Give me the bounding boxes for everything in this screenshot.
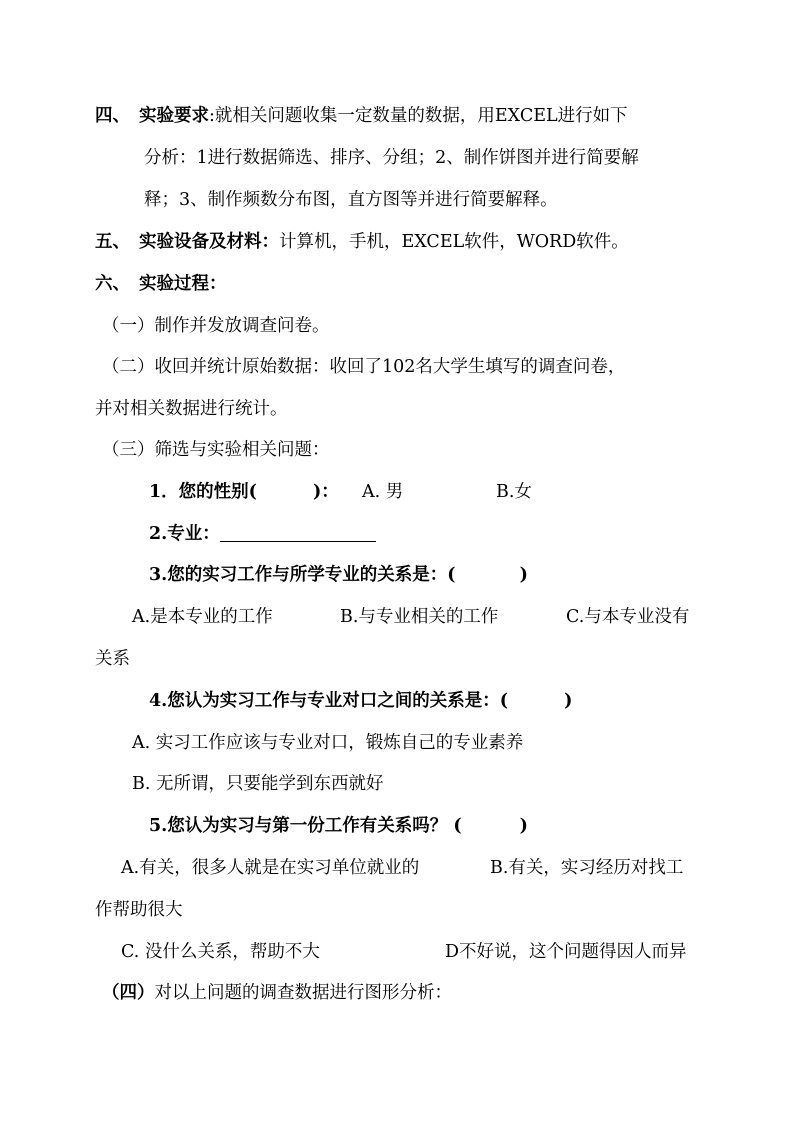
question-1-close: )： [312,482,339,502]
question-1-prompt: 1．您的性别( [149,482,257,502]
section-4-number: 四、 [95,106,130,126]
question-5-option-b: B.有关，实习经历对找工 [490,858,684,878]
section-6-line [95,272,227,296]
question-4 [149,689,572,713]
section-4-line-1 [95,104,628,128]
step-1: （一）制作并发放调查问卷。 [102,316,330,336]
question-5-option-c: C. 没什么关系，帮助不大 [121,942,320,962]
question-3 [149,563,528,587]
question-1-option-b: B.女 [496,482,532,502]
question-3-prompt: 3.您的实习工作与所学专业的关系是：( [149,565,456,585]
section-5-title: 实验设备及材料： [139,232,279,252]
step-2-line-2: 并对相关数据进行统计。 [95,399,288,419]
section-4-text-1: :就相关问题收集一定数量的数据，用EXCEL进行如下 [209,106,628,126]
question-2-prompt: 2.专业： [149,524,220,544]
question-3-option-b: B.与专业相关的工作 [340,607,499,627]
question-3-close: ) [519,565,528,585]
question-5 [149,814,528,838]
question-5-option-b-continued: 作帮助很大 [95,900,183,920]
major-input-line[interactable] [220,523,376,542]
step-3: （三）筛选与实验相关问题： [102,440,330,460]
question-4-option-a: A. 实习工作应该与专业对口，锻炼自己的专业素养 [132,733,524,753]
question-4-close: ) [564,691,573,711]
question-1 [149,480,339,504]
question-5-close: ) [519,816,528,836]
step-4-text: 对以上问题的调查数据进行图形分析： [154,983,452,1003]
question-3-option-c-continued: 关系 [95,649,130,669]
question-3-option-a: A.是本专业的工作 [132,607,273,627]
section-5-text: 计算机，手机，EXCEL软件，WORD软件。 [279,232,629,252]
question-1-option-a: A. 男 [362,482,404,502]
step-4-label: （四） [102,983,155,1003]
section-4-title: 实验要求 [139,106,209,126]
section-5-number: 五、 [95,232,130,252]
section-4-line-2: 分析：1进行数据筛选、排序、分组；2、制作饼图并进行简要解 [144,148,639,168]
step-4 [102,981,452,1005]
question-4-option-b: B. 无所谓，只要能学到东西就好 [132,774,384,794]
section-6-title: 实验过程： [139,274,227,294]
section-5-line [95,230,629,254]
question-5-option-d: D不好说，这个问题得因人而异 [445,942,687,962]
question-5-option-a: A.有关，很多人就是在实习单位就业的 [121,858,420,878]
section-4-line-3: 释；3、制作频数分布图，直方图等并进行简要解释。 [144,190,558,210]
question-3-option-c: C.与本专业没有 [566,607,690,627]
step-2-line-1: （二）收回并统计原始数据：收回了102名大学生填写的调查问卷， [102,357,626,377]
question-2 [149,522,376,546]
question-5-prompt: 5.您认为实习与第一份工作有关系吗？ ( [149,816,462,836]
question-4-prompt: 4.您认为实习工作与专业对口之间的关系是：( [149,691,509,711]
section-6-number: 六、 [95,274,130,294]
